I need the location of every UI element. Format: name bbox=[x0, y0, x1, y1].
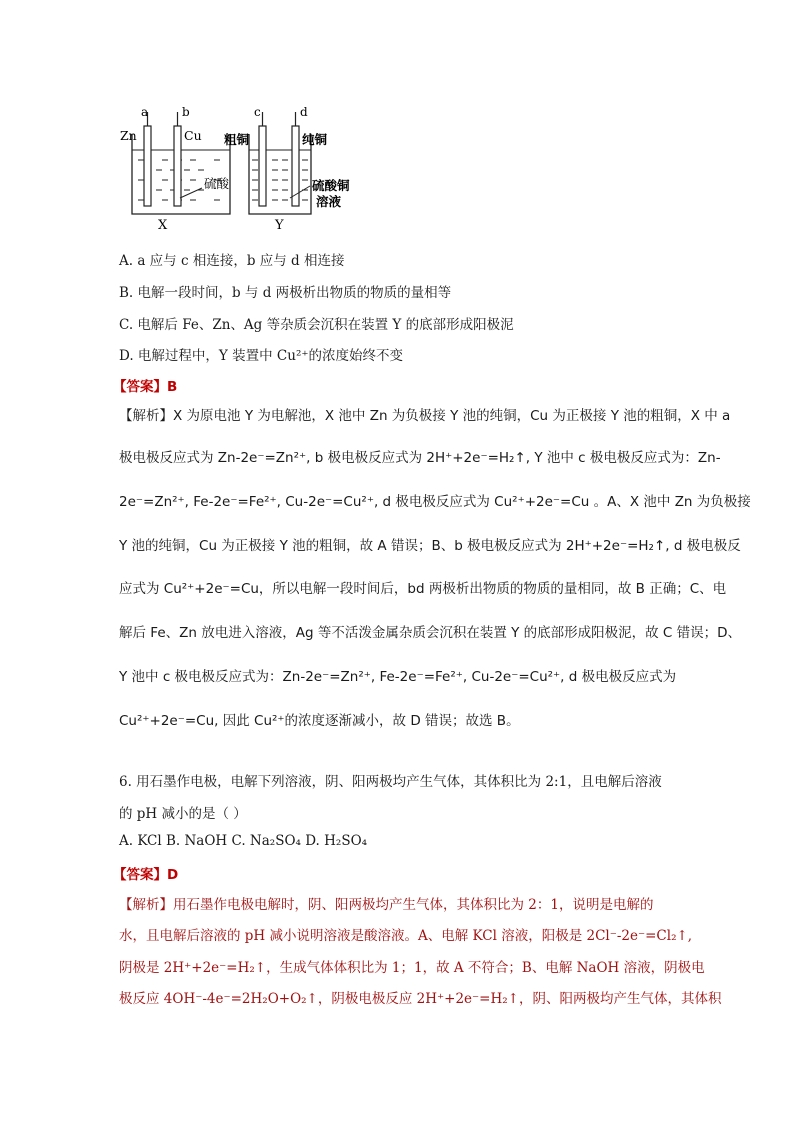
q6-analysis-line-2: 水，且电解后溶液的 pH 减小说明溶液是酸溶液。A、电解 KCl 溶液，阳极是 2Cl⁻-2e⁻=Cl₂↑, bbox=[119, 928, 693, 944]
q6-stem-line-1: 6. 用石墨作电极，电解下列溶液，阴、阳两极均产生气体，其体积比为 2:1，且电解后溶液 bbox=[119, 774, 662, 790]
q6-answer-value: D bbox=[167, 867, 179, 883]
q5-analysis-line-3: 2e⁻=Zn²⁺, Fe-2e⁻=Fe²⁺, Cu-2e⁻=Cu²⁺, d 极电极反应式为 Cu²⁺+2e⁻=Cu 。A、X 池中 Zn 为负极接 bbox=[119, 494, 751, 510]
q5-analysis-line-4: Y 池的纯铜，Cu 为正极接 Y 池的粗铜，故 A 错误；B、b 极电极反应式为 2H⁺+2e⁻=H₂↑, d 极电极反 bbox=[119, 538, 741, 554]
cells-diagram bbox=[118, 104, 378, 234]
cell-y bbox=[224, 105, 350, 233]
q6-answer-tag: 【答案】 bbox=[113, 867, 167, 883]
cu-electrode-label: Cu bbox=[184, 128, 202, 143]
pure-copper-label: 纯铜 bbox=[302, 132, 328, 147]
crude-copper-label: 粗铜 bbox=[224, 132, 250, 147]
q6-analysis-line-3: 阴极是 2H⁺+2e⁻=H₂↑，生成气体体积比为 1；1，故 A 不符合；B、电解 NaOH 溶液，阴极电 bbox=[119, 960, 705, 976]
x-solution-label: 硫酸 bbox=[204, 176, 230, 191]
y-solution-label-2: 溶液 bbox=[316, 194, 342, 209]
q5-analysis-line-8: Cu²⁺+2e⁻=Cu, 因此 Cu²⁺的浓度逐渐减小，故 D 错误；故选 B。 bbox=[119, 713, 520, 729]
q5-option-d: D. 电解过程中，Y 装置中 Cu²⁺的浓度始终不变 bbox=[119, 348, 403, 364]
y-solution-label-1: 硫酸铜 bbox=[312, 178, 350, 193]
q5-option-a: A. a 应与 c 相连接，b 应与 d 相连接 bbox=[119, 253, 345, 269]
q5-answer-tag: 【答案】 bbox=[113, 379, 167, 395]
cell-x-name: X bbox=[158, 218, 168, 233]
zn-electrode-label: Zn bbox=[120, 128, 137, 143]
cell-x bbox=[120, 105, 230, 233]
q6-analysis-line-4: 极反应 4OH⁻-4e⁻=2H₂O+O₂↑，阴极电极反应 2H⁺+2e⁻=H₂↑，阴、阳两极均产生气体，其体积 bbox=[119, 991, 722, 1007]
q5-analysis-line-5: 应式为 Cu²⁺+2e⁻=Cu，所以电解一段时间后，bd 两极析出物质的物质的量相同，故 B 正确；C、电 bbox=[119, 581, 727, 597]
q5-answer-value: B bbox=[167, 379, 178, 395]
q5-option-c: C. 电解后 Fe、Zn、Ag 等杂质会沉积在装置 Y 的底部形成阳极泥 bbox=[119, 317, 514, 333]
q5-analysis-line-2: 极电极反应式为 Zn-2e⁻=Zn²⁺, b 极电极反应式为 2H⁺+2e⁻=H₂↑, Y 池中 c 极电极反应式为：Zn- bbox=[119, 450, 721, 466]
electrochemical-cells-figure bbox=[118, 104, 378, 234]
q5-analysis-line-1: 【解析】X 为原电池 Y 为电解池，X 池中 Zn 为负极接 Y 池的纯铜，Cu 为正极接 Y 池的粗铜，X 中 a bbox=[119, 408, 731, 424]
lead-d-label: d bbox=[300, 105, 308, 119]
cell-y-name: Y bbox=[275, 218, 284, 233]
q5-analysis-line-7: Y 池中 c 极电极反应式为：Zn-2e⁻=Zn²⁺, Fe-2e⁻=Fe²⁺, Cu-2e⁻=Cu²⁺, d 极电极反应式为 bbox=[119, 669, 677, 685]
lead-a-label: a bbox=[141, 105, 149, 119]
q6-answer bbox=[113, 863, 178, 883]
q5-answer bbox=[113, 375, 177, 395]
q5-option-b: B. 电解一段时间，b 与 d 两极析出物质的物质的量相等 bbox=[119, 285, 452, 301]
q6-stem-line-2: 的 pH 减小的是（ ） bbox=[119, 806, 247, 822]
q6-analysis-line-1: 【解析】用石墨作电极电解时，阴、阳两极均产生气体，其体积比为 2：1，说明是电解的 bbox=[119, 897, 654, 913]
lead-c-label: c bbox=[254, 105, 261, 119]
q5-analysis-line-6: 解后 Fe、Zn 放电进入溶液，Ag 等不活泼金属杂质会沉积在装置 Y 的底部形成阳极泥，故 C 错误；D、 bbox=[119, 625, 742, 641]
lead-b-label: b bbox=[182, 105, 190, 119]
q6-options: A. KCl B. NaOH C. Na₂SO₄ D. H₂SO₄ bbox=[119, 833, 368, 849]
